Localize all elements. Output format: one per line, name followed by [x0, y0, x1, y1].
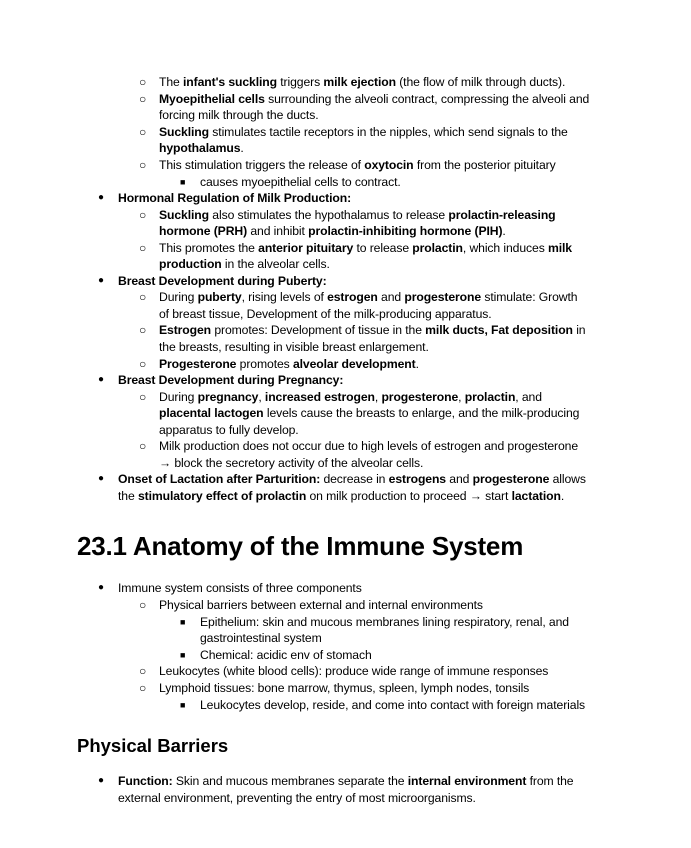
bold-term: lactation	[511, 489, 561, 503]
text-segment: , and	[515, 390, 542, 404]
text-line	[159, 597, 483, 614]
text-line	[159, 422, 299, 439]
text-line	[159, 256, 330, 273]
bullet-disc: ●	[98, 582, 105, 593]
text-line	[159, 240, 572, 257]
subsection-heading: Physical Barriers	[77, 735, 229, 756]
text-line	[159, 157, 556, 174]
bold-term: estrogen	[327, 290, 378, 304]
text-line	[118, 190, 351, 207]
bullet-circle: ○	[139, 390, 147, 404]
bullet-square: ■	[180, 650, 186, 660]
bold-term: milk	[548, 241, 572, 255]
text-segment: , rising levels of	[241, 290, 328, 304]
text-segment: .	[502, 224, 506, 238]
text-segment: external environment, preventing the entry of most microorganisms.	[118, 791, 476, 805]
text-line	[159, 207, 556, 224]
bold-term: Breast Development during Puberty:	[118, 274, 327, 288]
bold-term: Estrogen	[159, 323, 212, 337]
bullet-circle: ○	[139, 681, 147, 695]
text-segment: Leukocytes (white blood cells): produce wide range of immune responses	[159, 664, 549, 678]
bullet-disc: ●	[98, 374, 105, 385]
text-segment: stimulate: Growth	[481, 290, 578, 304]
text-segment: apparatus to fully develop.	[159, 423, 299, 437]
bold-term: anterior pituitary	[258, 241, 354, 255]
bold-term: Suckling	[159, 125, 209, 139]
bold-term: prolactin-releasing	[448, 208, 556, 222]
bullet-circle: ○	[139, 158, 147, 172]
bullet-disc: ●	[98, 275, 105, 286]
text-segment: to release	[353, 241, 413, 255]
text-line	[200, 697, 585, 714]
text-segment: gastrointestinal system	[200, 631, 322, 645]
bullet-circle: ○	[139, 598, 147, 612]
text-segment: from the posterior pituitary	[413, 158, 556, 172]
text-segment: Leukocytes develop, reside, and come into contact with foreign materials	[200, 698, 586, 712]
bullet-disc: ●	[98, 473, 105, 484]
bullet-circle: ○	[139, 439, 147, 453]
text-segment: The	[159, 75, 183, 89]
text-line	[200, 614, 569, 631]
text-segment: forcing milk through the ducts.	[159, 108, 319, 122]
bold-term: Hormonal Regulation of Milk Production:	[118, 191, 352, 205]
text-segment: and	[377, 290, 405, 304]
text-line	[118, 273, 327, 290]
bold-term: prolactin	[412, 241, 463, 255]
text-segment: and	[446, 472, 473, 486]
text-line	[159, 91, 589, 108]
text-line	[159, 322, 585, 339]
text-segment: levels cause the breasts to enlarge, and the milk-producing	[263, 406, 580, 420]
text-line	[159, 74, 565, 91]
text-segment: ,	[374, 390, 382, 404]
bold-term: Onset of Lactation after Parturition:	[118, 472, 321, 486]
text-segment: causes myoepithelial cells to contract.	[200, 175, 401, 189]
text-line	[159, 140, 244, 157]
bold-term: Progesterone	[159, 357, 237, 371]
text-segment: triggers	[276, 75, 324, 89]
text-segment: This stimulation triggers the release of	[159, 158, 365, 172]
bullet-circle: ○	[139, 357, 147, 371]
bullet-disc: ●	[98, 192, 105, 203]
text-line	[159, 356, 419, 373]
text-segment: from the	[526, 774, 574, 788]
text-segment: Physical barriers between external and internal environments	[159, 598, 483, 612]
text-line	[200, 630, 322, 647]
text-line	[200, 647, 372, 664]
bullet-circle: ○	[139, 664, 147, 678]
text-segment: This promotes the	[159, 241, 259, 255]
text-segment: .	[560, 489, 565, 503]
text-line	[159, 289, 577, 306]
bullet-circle: ○	[139, 92, 147, 106]
bold-term: pregnancy	[197, 390, 259, 404]
text-segment: .	[415, 357, 419, 371]
bullet-square: ■	[180, 177, 186, 187]
text-line	[159, 389, 542, 406]
bold-term: progesterone	[381, 390, 459, 404]
bold-term: stimulatory effect of prolactin	[137, 489, 307, 503]
text-segment: Immune system consists of three components	[118, 581, 362, 595]
bold-term: estrogens	[388, 472, 446, 486]
text-segment: in the alveolar cells.	[221, 257, 330, 271]
text-segment: → block the secretory activity of the alveolar cells.	[159, 456, 424, 470]
bold-term: Function:	[118, 774, 173, 788]
bold-term: placental lactogen	[159, 406, 264, 420]
bullet-circle: ○	[139, 125, 147, 139]
bold-term: prolactin	[464, 390, 516, 404]
bold-term: infant's suckling	[183, 75, 277, 89]
text-line	[159, 306, 492, 323]
text-line	[159, 405, 579, 422]
section-heading: 23.1 Anatomy of the Immune System	[77, 531, 524, 561]
bold-term: internal environment	[407, 774, 527, 788]
text-line	[200, 174, 401, 191]
text-line	[118, 471, 586, 488]
text-segment: .	[240, 141, 244, 155]
text-segment: Skin and mucous membranes separate the	[172, 774, 408, 788]
text-line	[159, 455, 423, 472]
bold-term: milk ejection	[323, 75, 396, 89]
text-segment: surrounding the alveoli contract, compressing the alveoli and	[264, 92, 590, 106]
text-segment: Milk production does not occur due to high levels of estrogen and progesterone	[159, 439, 579, 453]
bold-term: hormone (PRH)	[159, 224, 248, 238]
bullet-square: ■	[180, 700, 186, 710]
text-line	[159, 124, 568, 141]
bold-term: oxytocin	[364, 158, 414, 172]
text-segment: (the flow of milk through ducts).	[395, 75, 566, 89]
bold-term: progesterone	[404, 290, 482, 304]
text-line	[118, 773, 574, 790]
text-segment: on milk production to proceed → start	[306, 489, 512, 503]
text-line	[159, 339, 429, 356]
bold-term: alveolar development	[292, 357, 416, 371]
text-segment: also stimulates the hypothalamus to release	[209, 208, 449, 222]
bold-term: increased estrogen	[264, 390, 375, 404]
text-line	[159, 663, 548, 680]
bold-term: production	[159, 257, 222, 271]
text-segment: promotes	[236, 357, 293, 371]
bold-term: milk ducts, Fat deposition	[425, 323, 573, 337]
text-segment: , which induces	[462, 241, 548, 255]
text-line	[118, 790, 476, 807]
bold-term: hypothalamus	[159, 141, 241, 155]
bold-term: prolactin-inhibiting hormone (PIH)	[308, 224, 503, 238]
text-line	[118, 372, 343, 389]
text-line	[118, 488, 564, 505]
bullet-disc: ●	[98, 775, 105, 786]
text-line	[159, 223, 506, 240]
text-segment: Epithelium: skin and mucous membranes lining respiratory, renal, and	[200, 615, 569, 629]
text-segment: ,	[458, 390, 465, 404]
bullet-circle: ○	[139, 323, 147, 337]
bullet-circle: ○	[139, 241, 147, 255]
text-segment: the	[118, 489, 138, 503]
bold-term: progesterone	[472, 472, 550, 486]
text-line	[159, 107, 318, 124]
text-segment: allows	[549, 472, 586, 486]
text-segment: During	[159, 390, 198, 404]
text-segment: promotes: Development of tissue in the	[211, 323, 426, 337]
bold-term: Myoepithelial cells	[159, 92, 265, 106]
bullet-circle: ○	[139, 290, 147, 304]
bold-term: Breast Development during Pregnancy:	[118, 373, 344, 387]
text-segment: stimulates tactile receptors in the nipples, which send signals to the	[209, 125, 568, 139]
text-segment: During	[159, 290, 198, 304]
text-segment: the breasts, resulting in visible breast enlargement.	[159, 340, 429, 354]
text-line	[118, 580, 362, 597]
bullet-square: ■	[180, 617, 186, 627]
bold-term: puberty	[197, 290, 242, 304]
text-line	[159, 438, 578, 455]
text-segment: and inhibit	[247, 224, 309, 238]
text-segment: of breast tissue, Development of the milk-producing apparatus.	[159, 307, 492, 321]
bullet-circle: ○	[139, 208, 147, 222]
bold-term: Suckling	[159, 208, 209, 222]
text-segment: decrease in	[320, 472, 389, 486]
bullet-circle: ○	[139, 75, 147, 89]
text-segment: ,	[258, 390, 265, 404]
text-segment: Lymphoid tissues: bone marrow, thymus, spleen, lymph nodes, tonsils	[159, 681, 530, 695]
text-line	[159, 680, 529, 697]
text-segment: in	[572, 323, 586, 337]
text-segment: Chemical: acidic env of stomach	[200, 648, 372, 662]
